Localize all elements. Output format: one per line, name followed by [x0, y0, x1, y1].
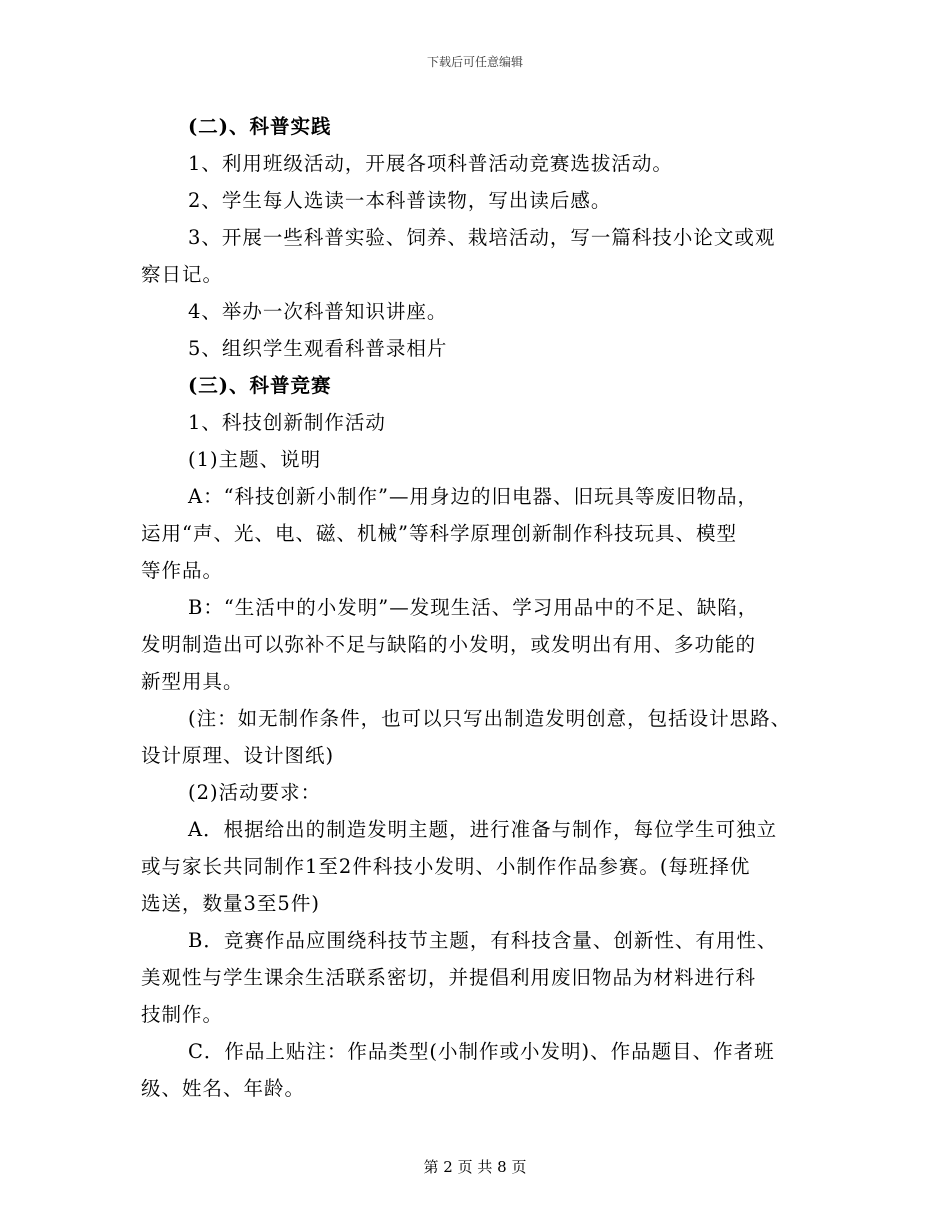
- paragraph-line: B：“生活中的小发明”—发现生活、学习用品中的不足、缺陷，: [188, 596, 759, 619]
- paragraph-line: A．根据给出的制造发明主题，进行准备与制作，每位学生可独立: [188, 818, 778, 841]
- paragraph-line: (注：如无制作条件，也可以只写出制造发明创意，包括设计思路、: [188, 707, 792, 730]
- section-heading: (二)、科普实践: [188, 115, 332, 138]
- paragraph-line: C．作品上贴注：作品类型(小制作或小发明)、作品题目、作者班: [188, 1040, 775, 1063]
- paragraph-line: 运用“声、光、电、磁、机械”等科学原理创新制作科技玩具、模型: [141, 522, 737, 545]
- paragraph-line: 察日记。: [141, 263, 224, 286]
- page-footer: 第 2 页 共 8 页: [423, 1158, 527, 1176]
- paragraph-line: 4、举办一次科普知识讲座。: [188, 300, 448, 323]
- paragraph-line: 技制作。: [141, 1003, 224, 1026]
- paragraph-line: (1)主题、说明: [188, 448, 322, 471]
- paragraph-line: 等作品。: [141, 559, 224, 582]
- section-heading: (三)、科普竞赛: [188, 374, 332, 397]
- paragraph-line: B．竞赛作品应围绕科技节主题，有科技含量、创新性、有用性、: [188, 929, 778, 952]
- paragraph-line: 2、学生每人选读一本科普读物，写出读后感。: [188, 189, 612, 212]
- paragraph-line: 选送，数量3至5件): [141, 892, 320, 915]
- paragraph-line: 1、利用班级活动，开展各项科普活动竞赛选拔活动。: [188, 152, 673, 175]
- paragraph-line: (2)活动要求：: [188, 781, 322, 804]
- paragraph-line: 或与家长共同制作1至2件科技小发明、小制作作品参赛。(每班择优: [141, 855, 751, 878]
- paragraph-line: 设计原理、设计图纸): [141, 744, 335, 767]
- paragraph-line: 发明制造出可以弥补不足与缺陷的小发明，或发明出有用、多功能的: [141, 633, 757, 656]
- document-body: [141, 108, 821, 1107]
- paragraph-line: 5、组织学生观看科普录相片: [188, 337, 448, 360]
- paragraph-line: 新型用具。: [141, 670, 244, 693]
- paragraph-line: 1、科技创新制作活动: [188, 411, 386, 434]
- paragraph-line: 3、开展一些科普实验、饲养、栽培活动，写一篇科技小论文或观: [188, 226, 776, 249]
- paragraph-line: 级、姓名、年龄。: [141, 1077, 306, 1100]
- paragraph-line: 美观性与学生课余生活联系密切，并提倡利用废旧物品为材料进行科: [141, 966, 757, 989]
- page-header: 下载后可任意编辑: [426, 55, 523, 69]
- paragraph-line: A：“科技创新小制作”—用身边的旧电器、旧玩具等废旧物品，: [188, 485, 759, 508]
